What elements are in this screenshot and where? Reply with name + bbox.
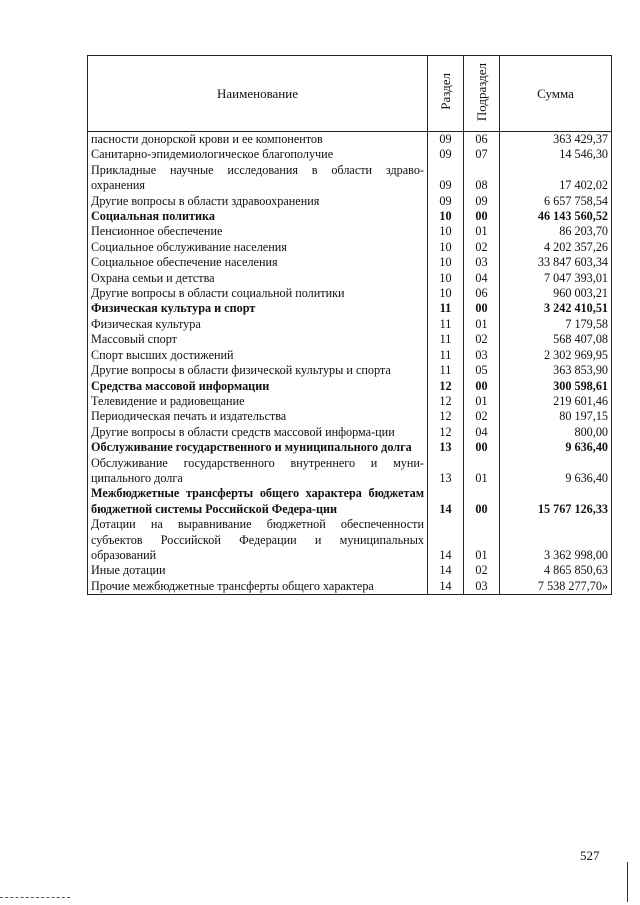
row-subsection: 02 bbox=[464, 409, 500, 424]
row-name: Пенсионное обеспечение bbox=[88, 224, 428, 239]
row-subsection: 09 bbox=[464, 194, 500, 209]
row-section: 12 bbox=[428, 394, 464, 409]
row-sum: 6 657 758,54 bbox=[500, 194, 612, 209]
row-sum: 300 598,61 bbox=[500, 379, 612, 394]
table-row bbox=[88, 579, 612, 595]
row-sum: 7 047 393,01 bbox=[500, 271, 612, 286]
header-subsection: Подраздел bbox=[464, 56, 500, 132]
table-header-row bbox=[88, 56, 612, 132]
row-subsection: 02 bbox=[464, 332, 500, 347]
row-sum: 9 636,40 bbox=[500, 440, 612, 455]
row-sum: 4 202 357,26 bbox=[500, 240, 612, 255]
table-row bbox=[88, 132, 612, 148]
row-subsection: 01 bbox=[464, 317, 500, 332]
table-row bbox=[88, 394, 612, 409]
row-subsection: 03 bbox=[464, 348, 500, 363]
row-sum: 3 362 998,00 bbox=[500, 517, 612, 563]
margin-line bbox=[627, 862, 628, 902]
table-row bbox=[88, 517, 612, 563]
page-number: 527 bbox=[580, 848, 600, 863]
row-subsection: 08 bbox=[464, 163, 500, 194]
row-sum: 3 242 410,51 bbox=[500, 301, 612, 316]
row-sum: 80 197,15 bbox=[500, 409, 612, 424]
table-row bbox=[88, 209, 612, 224]
row-sum: 219 601,46 bbox=[500, 394, 612, 409]
table-row bbox=[88, 194, 612, 209]
row-name: Обслуживание государственного и муниципального долга bbox=[88, 440, 428, 455]
row-section: 13 bbox=[428, 456, 464, 487]
table-row bbox=[88, 486, 612, 517]
row-subsection: 04 bbox=[464, 271, 500, 286]
row-sum: 14 546,30 bbox=[500, 147, 612, 162]
row-section: 09 bbox=[428, 147, 464, 162]
row-subsection: 01 bbox=[464, 517, 500, 563]
row-sum: 960 003,21 bbox=[500, 286, 612, 301]
row-sum: 33 847 603,34 bbox=[500, 255, 612, 270]
table-row bbox=[88, 317, 612, 332]
row-section: 10 bbox=[428, 286, 464, 301]
row-sum: 800,00 bbox=[500, 425, 612, 440]
row-section: 10 bbox=[428, 271, 464, 286]
row-section: 11 bbox=[428, 332, 464, 347]
row-name: Социальная политика bbox=[88, 209, 428, 224]
row-name: Межбюджетные трансферты общего характера бюджетам бюджетной системы Российской Федера-ции bbox=[88, 486, 428, 517]
row-sum: 2 302 969,95 bbox=[500, 348, 612, 363]
row-name: Обслуживание государственного внутреннего и муни-ципального долга bbox=[88, 456, 428, 487]
row-sum: 46 143 560,52 bbox=[500, 209, 612, 224]
row-name: Другие вопросы в области социальной политики bbox=[88, 286, 428, 301]
row-name: Социальное обслуживание населения bbox=[88, 240, 428, 255]
row-name: Периодическая печать и издательства bbox=[88, 409, 428, 424]
row-subsection: 03 bbox=[464, 255, 500, 270]
table-row bbox=[88, 224, 612, 239]
table-row bbox=[88, 255, 612, 270]
table-row bbox=[88, 163, 612, 194]
row-name: Телевидение и радиовещание bbox=[88, 394, 428, 409]
row-section: 14 bbox=[428, 517, 464, 563]
row-subsection: 00 bbox=[464, 440, 500, 455]
row-subsection: 02 bbox=[464, 563, 500, 578]
table-row bbox=[88, 456, 612, 487]
row-name: пасности донорской крови и ее компонентов bbox=[88, 132, 428, 148]
row-subsection: 04 bbox=[464, 425, 500, 440]
table-row bbox=[88, 363, 612, 378]
row-name: Массовый спорт bbox=[88, 332, 428, 347]
budget-table bbox=[87, 55, 612, 595]
row-subsection: 05 bbox=[464, 363, 500, 378]
row-name: Прочие межбюджетные трансферты общего характера bbox=[88, 579, 428, 595]
row-section: 12 bbox=[428, 409, 464, 424]
table-row bbox=[88, 348, 612, 363]
row-subsection: 00 bbox=[464, 379, 500, 394]
table-row bbox=[88, 286, 612, 301]
table-row bbox=[88, 563, 612, 578]
row-sum: 363 853,90 bbox=[500, 363, 612, 378]
row-sum: 7 538 277,70» bbox=[500, 579, 612, 595]
header-sum: Сумма bbox=[500, 56, 612, 132]
row-section: 11 bbox=[428, 348, 464, 363]
row-section: 14 bbox=[428, 563, 464, 578]
row-name: Средства массовой информации bbox=[88, 379, 428, 394]
row-sum: 4 865 850,63 bbox=[500, 563, 612, 578]
table-row bbox=[88, 240, 612, 255]
table-row bbox=[88, 409, 612, 424]
table-row bbox=[88, 425, 612, 440]
row-section: 09 bbox=[428, 163, 464, 194]
row-name: Другие вопросы в области средств массовой информа-ции bbox=[88, 425, 428, 440]
row-section: 10 bbox=[428, 240, 464, 255]
row-subsection: 01 bbox=[464, 394, 500, 409]
row-sum: 15 767 126,33 bbox=[500, 486, 612, 517]
row-name: Охрана семьи и детства bbox=[88, 271, 428, 286]
row-name: Дотации на выравнивание бюджетной обеспеченности субъектов Российской Федерации и муниципальных образований bbox=[88, 517, 428, 563]
row-subsection: 01 bbox=[464, 456, 500, 487]
row-subsection: 02 bbox=[464, 240, 500, 255]
table-row bbox=[88, 147, 612, 162]
row-subsection: 01 bbox=[464, 224, 500, 239]
row-section: 14 bbox=[428, 579, 464, 595]
row-section: 10 bbox=[428, 209, 464, 224]
row-sum: 7 179,58 bbox=[500, 317, 612, 332]
row-section: 09 bbox=[428, 132, 464, 148]
table-row bbox=[88, 379, 612, 394]
row-section: 14 bbox=[428, 486, 464, 517]
row-section: 10 bbox=[428, 224, 464, 239]
row-subsection: 06 bbox=[464, 286, 500, 301]
row-sum: 568 407,08 bbox=[500, 332, 612, 347]
row-name: Спорт высших достижений bbox=[88, 348, 428, 363]
row-name: Санитарно-эпидемиологическое благополучие bbox=[88, 147, 428, 162]
table-row bbox=[88, 440, 612, 455]
row-subsection: 00 bbox=[464, 486, 500, 517]
table-row bbox=[88, 301, 612, 316]
row-name: Прикладные научные исследования в области здраво-охранения bbox=[88, 163, 428, 194]
row-section: 12 bbox=[428, 425, 464, 440]
table-body bbox=[88, 132, 612, 595]
row-subsection: 06 bbox=[464, 132, 500, 148]
row-name: Физическая культура и спорт bbox=[88, 301, 428, 316]
header-section: Раздел bbox=[428, 56, 464, 132]
header-name: Наименование bbox=[88, 56, 428, 132]
row-name: Физическая культура bbox=[88, 317, 428, 332]
row-section: 12 bbox=[428, 379, 464, 394]
row-sum: 9 636,40 bbox=[500, 456, 612, 487]
row-name: Другие вопросы в области физической культуры и спорта bbox=[88, 363, 428, 378]
row-sum: 86 203,70 bbox=[500, 224, 612, 239]
row-section: 10 bbox=[428, 255, 464, 270]
row-subsection: 00 bbox=[464, 301, 500, 316]
row-subsection: 07 bbox=[464, 147, 500, 162]
row-section: 11 bbox=[428, 363, 464, 378]
row-section: 13 bbox=[428, 440, 464, 455]
table-row bbox=[88, 332, 612, 347]
row-section: 09 bbox=[428, 194, 464, 209]
row-name: Другие вопросы в области здравоохранения bbox=[88, 194, 428, 209]
row-subsection: 00 bbox=[464, 209, 500, 224]
row-sum: 17 402,02 bbox=[500, 163, 612, 194]
table-row bbox=[88, 271, 612, 286]
footer-mark bbox=[0, 897, 70, 898]
row-subsection: 03 bbox=[464, 579, 500, 595]
row-name: Иные дотации bbox=[88, 563, 428, 578]
row-sum: 363 429,37 bbox=[500, 132, 612, 148]
row-section: 11 bbox=[428, 301, 464, 316]
row-section: 11 bbox=[428, 317, 464, 332]
row-name: Социальное обеспечение населения bbox=[88, 255, 428, 270]
